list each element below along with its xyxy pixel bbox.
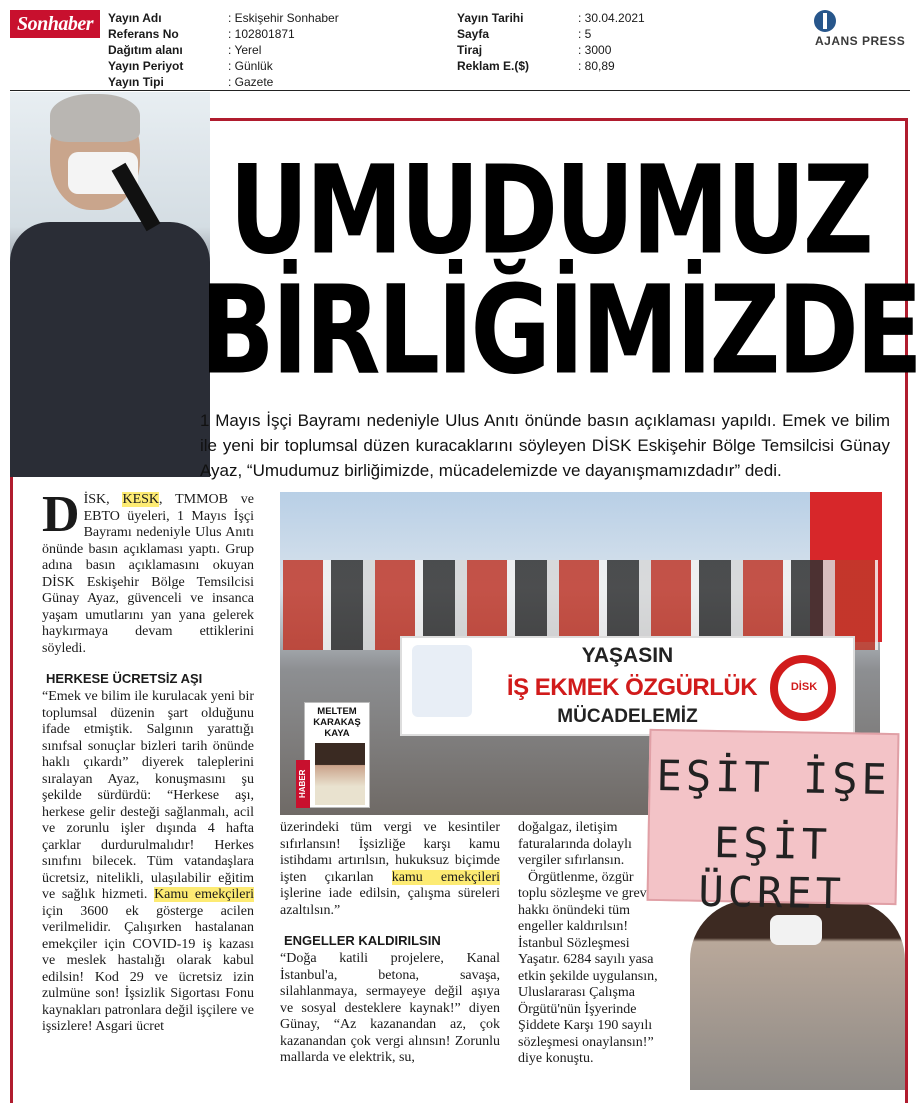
meta-label: Yayın Tarihi xyxy=(457,11,524,25)
meta-label: Yayın Periyot xyxy=(108,59,184,73)
headline-line-2: BİRLİĞİMİZDE xyxy=(200,260,920,403)
meta-value: : Yerel xyxy=(228,43,262,57)
meta-value: : 102801871 xyxy=(228,27,295,41)
text-run: , TMMOB ve EBTO üyeleri, 1 Mayıs İşçi Bayramı nedeniyle Ulus Anıtı önünde basın açıklaması yaptı. Grup adına basın açıklamasını okuyan DİSK Eskişehir Bölge Temsilcisi Günay Ayaz, güvenceli ve insanca yaşam umutlarını yan yana gelerek haykırmaya devam ettiklerini söyledi. xyxy=(42,492,255,656)
header-divider xyxy=(10,90,910,91)
ajans-press-logo-icon xyxy=(814,10,836,32)
text-run: işlerine iade edilsin, çalışma süreleri azaltılsın.” xyxy=(280,886,500,918)
banner-line-3: MÜCADELEMİZ xyxy=(557,706,698,727)
speaker-hair xyxy=(50,94,140,142)
haber-tab: HABER xyxy=(296,760,310,808)
text-run: “Emek ve bilim ile kurulacak yeni bir toplumsal düzenin şart olduğunu ifade etmiştik. Salgının yarattığı sınıfsal sonuçlar bizleri tarih önünde haklı çıkardı” diyerek taleplerini sıralayan Ayaz, konuşmasını şu şekilde sürdürdü: “Herkese aşı, herkese gelir desteği sağlanmalı, acil ve zorunlu işler dışında 4 hafta çarklar durdurulmalıdır! Herkes sınıfını bilecek. Tüm vatandaşlara ücretsiz, nitelikli, ulaşılabilir eğitim ve sağlık hizmeti. xyxy=(42,689,254,902)
protester-mask xyxy=(770,915,822,945)
meta-label: Reklam E.($) xyxy=(457,59,530,73)
newspaper-logo: Sonhaber xyxy=(10,10,100,38)
highlighted-term: kamu emekçileri xyxy=(391,869,500,885)
highlighted-term: Kamu emekçileri xyxy=(154,887,254,902)
meta-value: : 80,89 xyxy=(578,59,615,73)
drop-cap: D xyxy=(42,486,80,543)
speaker-photo xyxy=(10,92,210,477)
lead-paragraph: 1 Mayıs İşçi Bayramı nedeniyle Ulus Anıtı önünde basın açıklaması yapıldı. Emek ve bilim ile yeni bir toplumsal düzen kuracaklarını söyleyen DİSK Eskişehir Bölge Temsilcisi Günay Ayaz, “Umudumuz birliğimizde, mücadelemizde ve dayanışmamızdadır” dedi. xyxy=(200,411,890,480)
meta-value: : Gazete xyxy=(228,75,274,89)
disk-logo-label: DİSK xyxy=(790,681,818,693)
body-paragraph: doğalgaz, iletişim faturalarında dolaylı vergiler sıfırlansın. xyxy=(518,820,632,868)
meta-value: : Günlük xyxy=(228,59,273,73)
body-paragraph xyxy=(42,689,254,1036)
article-column-2 xyxy=(280,820,500,1067)
author-name: MELTEM KARAKAŞ KAYA xyxy=(313,706,361,739)
subheading: HERKESE ÜCRETSİZ AŞI xyxy=(46,671,203,686)
meta-label: Yayın Tipi xyxy=(108,75,164,89)
author-photo xyxy=(315,743,365,805)
meta-value: : Eskişehir Sonhaber xyxy=(228,11,339,25)
sign-line-2: EŞİT ÜCRET xyxy=(698,817,846,919)
text-run: üzerindeki tüm vergi ve kesintiler sıfırlansın! İşsizliğe karşı kamu istihdamı artırılsın, hukuksuz biçimde işten çıkarılan xyxy=(280,820,500,885)
meta-label: Tiraj xyxy=(457,43,483,57)
text-run: İSK, xyxy=(83,492,123,507)
article-column-1 xyxy=(42,486,255,1036)
intro-paragraph xyxy=(42,486,255,657)
text-run: için 3600 ek gösterge acilen verilmelidir. Çalışırken hastalanan emekçiler için COVID-19 iş kazası ve meslek hastalığı olarak kabul edilsin! Kod 29 ve ücretsiz izin zulmüne son! İşsizlik Sigortası Fonu kaynakları patronlara değil işçilere ve işsizlere! Asgari ücret xyxy=(42,903,254,1034)
sign-line-1: EŞİT İŞE xyxy=(656,750,892,805)
highlighted-term: KESK xyxy=(122,492,160,507)
meta-label: Referans No xyxy=(108,27,179,41)
author-card xyxy=(304,702,370,808)
protest-sign xyxy=(647,729,900,919)
body-paragraph: Örgütlenme, özgür toplu sözleşme ve grev hakkı önündeki tüm engeller kaldırılsın! İstanbul Sözleşmesi Yaşatır. 6284 sayılı yasa etkin şekilde uygulansın, Uluslararası Çalışma Örgütü'nün İşyerinde Şiddete Karşı 190 sayılı sözleşmesi onaylansın!” diye konuştu. xyxy=(518,869,658,1066)
banner-line-1: YAŞASIN xyxy=(581,644,674,667)
meta-label: Yayın Adı xyxy=(108,11,162,25)
meta-label: Dağıtım alanı xyxy=(108,43,183,57)
meta-value: : 30.04.2021 xyxy=(578,11,645,25)
headline-line-1: UMUDUMUZ xyxy=(229,140,871,283)
meta-value: : 3000 xyxy=(578,43,612,57)
meta-label: Sayfa xyxy=(457,27,490,41)
body-paragraph: “Doğa katili projelere, Kanal İstanbul'a, betona, savaşa, silahlanmaya, sermayeye değil aşıya ve sosyal desteklere kaynak!” diyen Günay, “Az kazanandan az, çok kazanandan çok vergi alınsın! Zorunlu mallarda ve elektrik, su, xyxy=(280,951,500,1065)
body-paragraph xyxy=(280,820,500,919)
article-column-3 xyxy=(518,820,663,1068)
meta-value: : 5 xyxy=(578,27,592,41)
genel-is-logo-icon xyxy=(412,645,472,717)
banner-line-2: İŞ EKMEK ÖZGÜRLÜK xyxy=(506,674,758,701)
speaker-jacket xyxy=(10,222,210,477)
subheading: ENGELLER KALDIRILSIN xyxy=(284,933,441,948)
agency-name: AJANS PRESS xyxy=(815,34,906,48)
